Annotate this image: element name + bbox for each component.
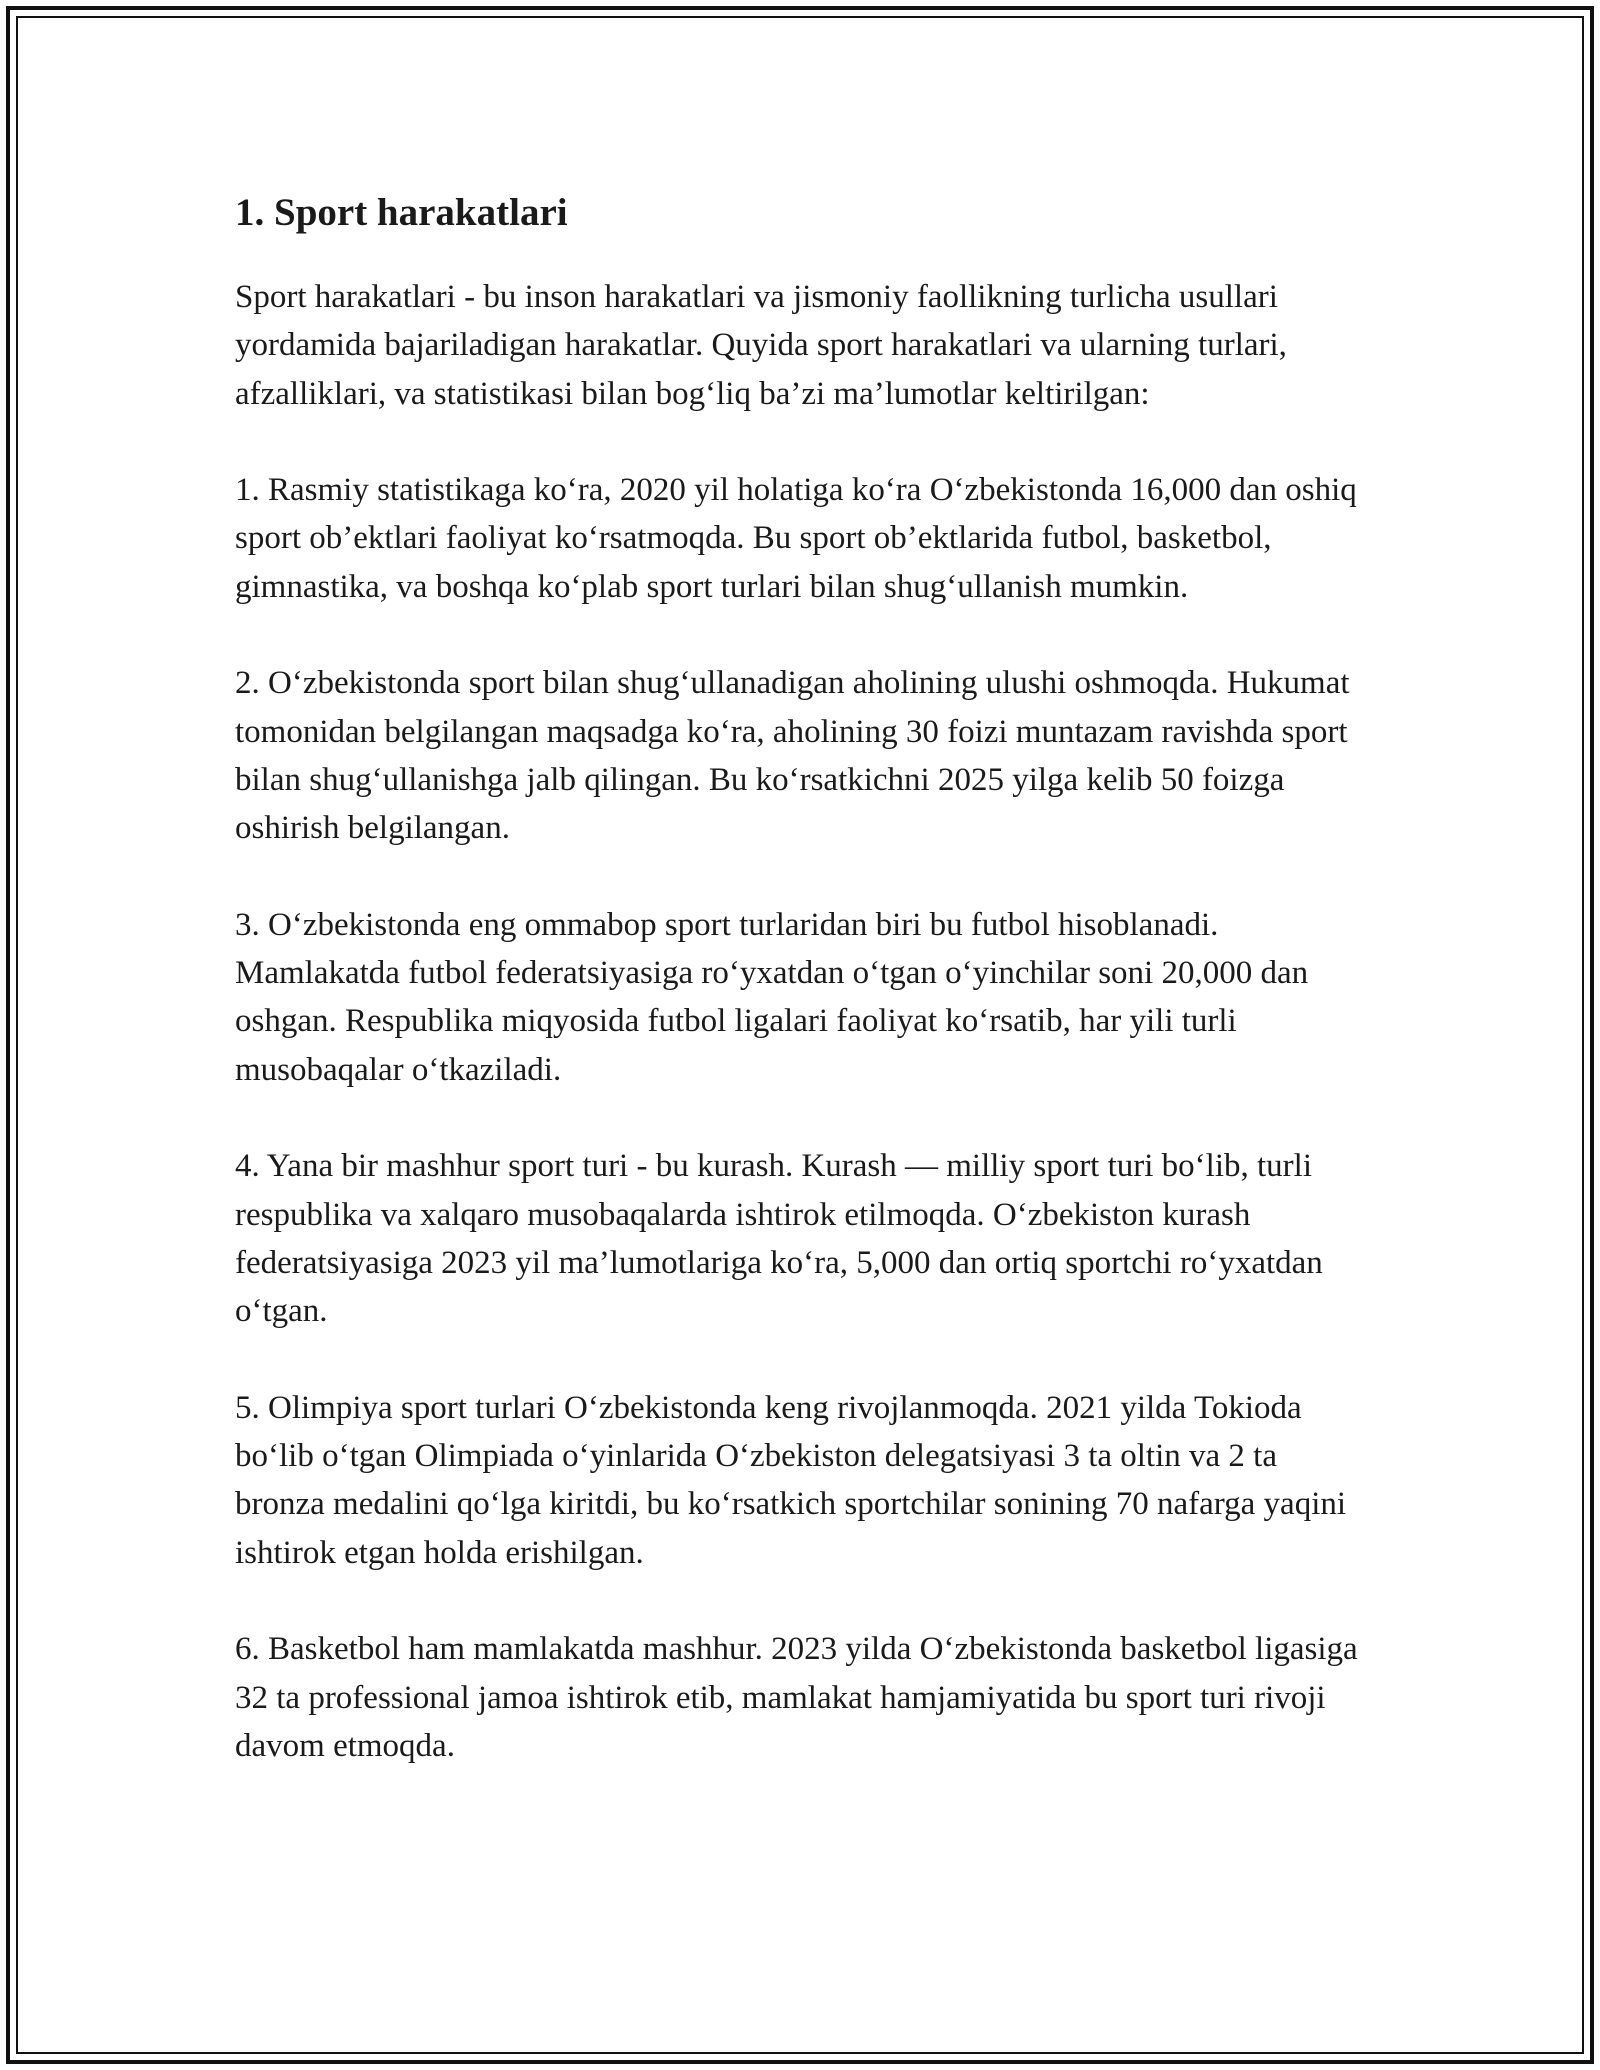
paragraph-item-4: 4. Yana bir mashhur sport turi - bu kurash. Kurash — milliy sport turi bo‘lib, turli respublika va xalqaro musobaqalarda ishtirok etilmoqda. O‘zbekiston kurash federatsiyasiga 2023 yil ma’lumotlariga ko‘ra, 5,000 dan ortiq sportchi ro‘yxatdan o‘tgan.: [235, 1148, 1323, 1330]
paragraph-item-1: 1. Rasmiy statistikaga ko‘ra, 2020 yil holatiga ko‘ra O‘zbekistonda 16,000 dan oshiq sport ob’ektlari faoliyat ko‘rsatmoqda. Bu sport ob’ektlarida futbol, basketbol, gimnastika, va boshqa ko‘plab sport turlari bilan shug‘ullanish mumkin.: [235, 472, 1357, 605]
section-heading: 1. Sport harakatlari: [235, 191, 568, 234]
paragraph-item-6: 6. Basketbol ham mamlakatda mashhur. 2023 yilda O‘zbekistonda basketbol ligasiga 32 ta professional jamoa ishtirok etib, mamlakat hamjamiyatida bu sport turi rivoji davom etmoqda.: [235, 1631, 1358, 1764]
paragraph-item-3: 3. O‘zbekistonda eng ommabop sport turlaridan biri bu futbol hisoblanadi. Mamlakatda futbol federatsiyasiga ro‘yxatdan o‘tgan o‘yinchilar soni 20,000 dan oshgan. Respublika miqyosida futbol ligalari faoliyat ko‘rsatib, har yili turli musobaqalar o‘tkaziladi.: [235, 906, 1309, 1088]
intro-paragraph: Sport harakatlari - bu inson harakatlari va jismoniy faollikning turlicha usullari yordamida bajariladigan harakatlar. Quyida sport harakatlari va ularning turlari, afzalliklari, va statistikasi bilan bog‘liq ba’zi ma’lumotlar keltirilgan:: [235, 279, 1287, 412]
paragraph-item-2: 2. O‘zbekistonda sport bilan shug‘ullanadigan aholining ulushi oshmoqda. Hukumat tomonidan belgilangan maqsadga ko‘ra, aholining 30 foizi muntazam ravishda sport bilan shug‘ullanishga jalb qilingan. Bu ko‘rsatkichni 2025 yilga kelib 50 foizga oshirish belgilangan.: [235, 665, 1350, 847]
paragraph-item-5: 5. Olimpiya sport turlari O‘zbekistonda keng rivojlanmoqda. 2021 yilda Tokioda bo‘lib o‘tgan Olimpiada o‘yinlarida O‘zbekiston delegatsiyasi 3 ta oltin va 2 ta bronza medalini qo‘lga kiritdi, bu ko‘rsatkich sportchilar sonining 70 nafarga yaqini ishtirok etgan holda erishilgan.: [235, 1389, 1347, 1571]
document-body: [235, 185, 1370, 1819]
